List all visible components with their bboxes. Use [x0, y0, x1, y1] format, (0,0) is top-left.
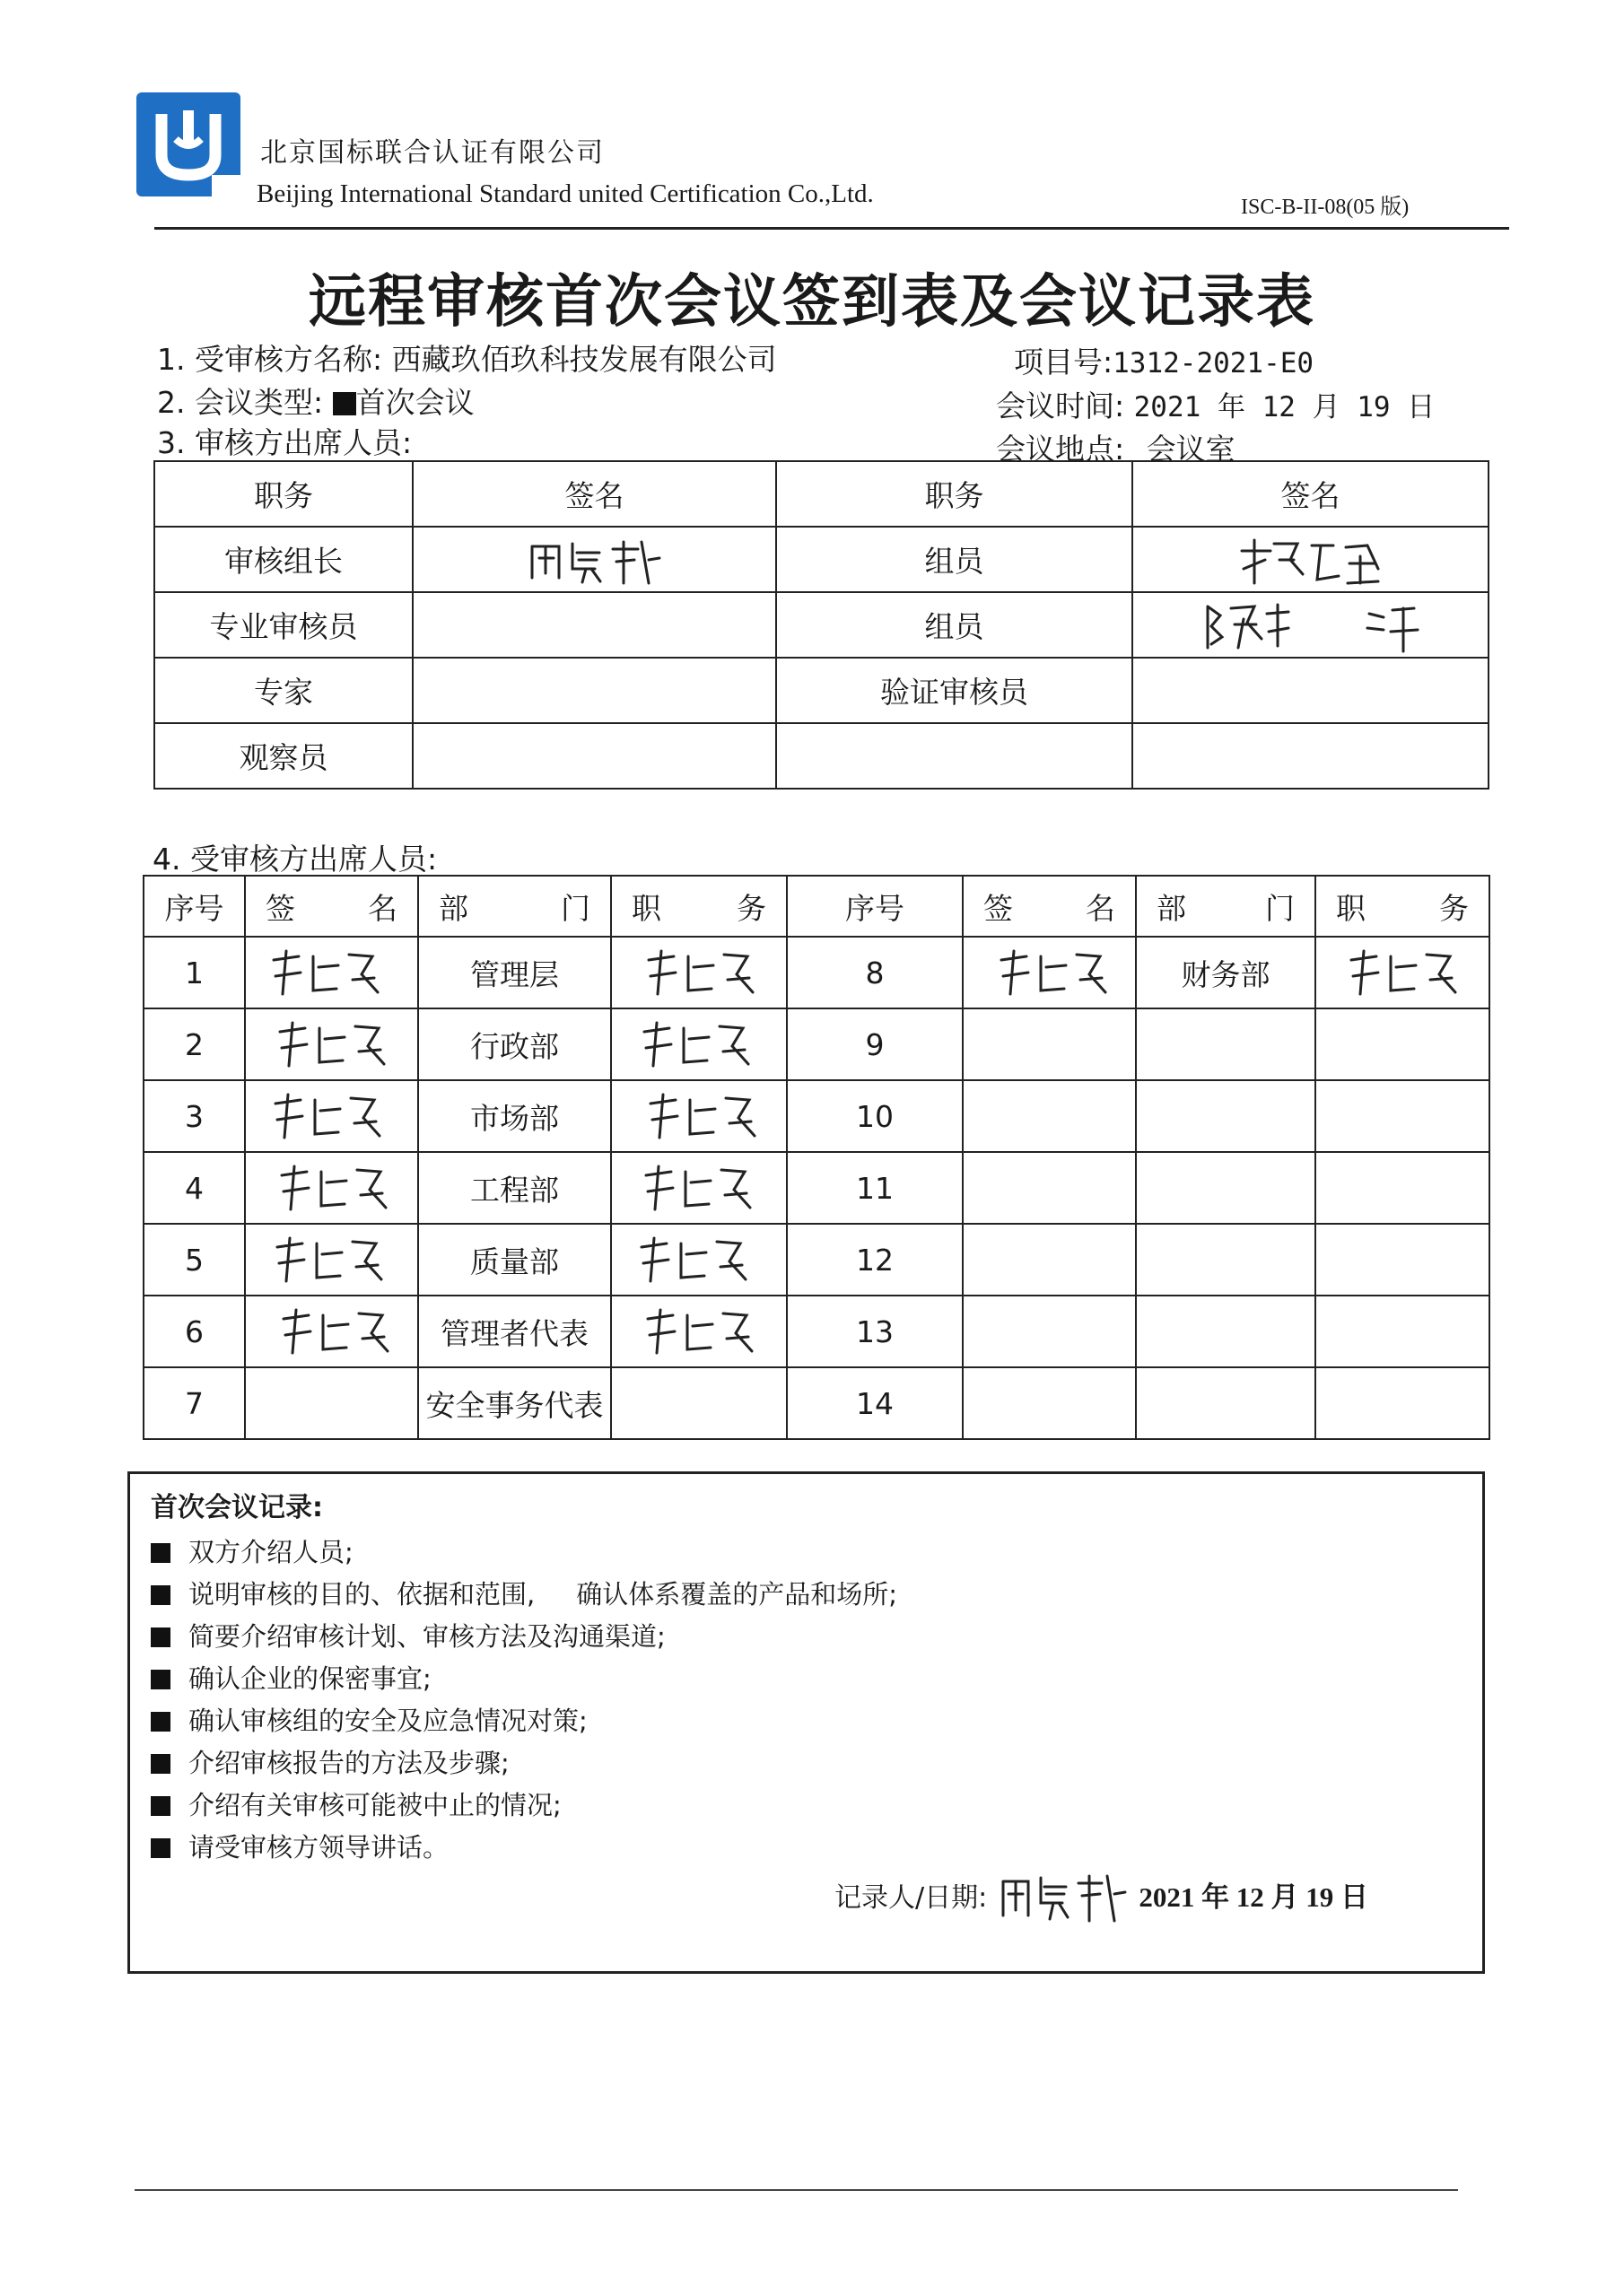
- header-no: 序号: [787, 876, 963, 937]
- role-cell: [1315, 1296, 1489, 1367]
- row-number: 7: [144, 1367, 245, 1439]
- table-row: [144, 1296, 1489, 1367]
- role-cell: [1315, 1367, 1489, 1439]
- role-cell: 专业审核员: [154, 592, 413, 658]
- page-title: 远程审核首次会议签到表及会议记录表: [309, 269, 1315, 336]
- header-department: [418, 876, 611, 937]
- company-logo: [136, 92, 240, 196]
- table-header-row: [154, 461, 1489, 527]
- role-cell: 专家: [154, 658, 413, 723]
- header-role: 职务: [776, 461, 1132, 527]
- row-number: 11: [787, 1152, 963, 1224]
- table-row: [144, 937, 1489, 1008]
- row-number: 12: [787, 1224, 963, 1296]
- row-number: 1: [144, 937, 245, 1008]
- project-value: 1312-2021-E0: [1113, 347, 1314, 380]
- signature-cell: [245, 1008, 418, 1080]
- department-cell: 行政部: [418, 1008, 611, 1080]
- signature-cell: [413, 723, 776, 789]
- header-text: 门: [561, 890, 590, 926]
- checked-box-icon: [151, 1543, 170, 1563]
- table-row: [154, 658, 1489, 723]
- record-item-text: 说明审核的目的、依据和范围, 确认体系覆盖的产品和场所;: [188, 1579, 898, 1610]
- header-role: [1315, 876, 1489, 937]
- company-name-cn: 北京国标联合认证有限公司: [260, 137, 605, 169]
- header-role: 职务: [154, 461, 413, 527]
- signature-cell: [1132, 527, 1489, 592]
- checked-box-icon: [151, 1585, 170, 1605]
- record-item-text: 确认审核组的安全及应急情况对策;: [188, 1706, 588, 1736]
- meeting-type-row: [157, 380, 475, 422]
- department-cell: [1136, 1008, 1315, 1080]
- header-signature: 签名: [413, 461, 776, 527]
- department-cell: 市场部: [418, 1080, 611, 1152]
- auditee-table-body: [144, 937, 1489, 1439]
- signature-cell: [963, 1367, 1136, 1439]
- header-text: 务: [737, 890, 766, 926]
- table-row: [144, 1080, 1489, 1152]
- table-row: [144, 1367, 1489, 1439]
- row-number: 14: [787, 1367, 963, 1439]
- header-text: 签: [266, 890, 295, 926]
- meeting-time-row: [996, 383, 1435, 425]
- header-signature: 签名: [1132, 461, 1489, 527]
- header-text: 部: [1157, 890, 1186, 926]
- header-text: 职: [1336, 890, 1366, 926]
- signature-cell: [1132, 592, 1489, 658]
- header-text: 门: [1265, 890, 1295, 926]
- record-item-text: 简要介绍审核计划、审核方法及沟通渠道;: [188, 1621, 666, 1652]
- row-number: 5: [144, 1224, 245, 1296]
- role-cell: [611, 937, 787, 1008]
- table-row: [154, 592, 1489, 658]
- department-cell: 安全事务代表: [418, 1367, 611, 1439]
- auditee-label: 1. 受审核方名称:: [157, 342, 383, 377]
- signature-cell: [413, 592, 776, 658]
- table-header-row: [144, 876, 1489, 937]
- signature-cell: [1132, 723, 1489, 789]
- table-row: [144, 1008, 1489, 1080]
- handwritten-signature: [632, 1231, 766, 1288]
- role-cell: [611, 1008, 787, 1080]
- company-name-en: Beijing International Standard united Certification Co.,Ltd.: [257, 179, 874, 208]
- handwritten-signature: [632, 1303, 766, 1360]
- handwritten-signature: [632, 1087, 766, 1145]
- role-cell: [611, 1152, 787, 1224]
- record-item: [151, 1617, 666, 1654]
- header-text: 职: [632, 890, 661, 926]
- record-item: [151, 1828, 449, 1864]
- handwritten-signature: [265, 1087, 399, 1145]
- auditor-attendees-label: 3. 审核方出席人员:: [157, 425, 413, 460]
- role-cell: 组员: [776, 527, 1132, 592]
- recorder-row: [834, 1869, 1368, 1923]
- meeting-time-label: 会议时间:: [996, 388, 1125, 423]
- header-text: 部: [439, 890, 468, 926]
- handwritten-signature: [265, 1159, 399, 1217]
- handwritten-signature: [265, 944, 399, 1001]
- row-number: 10: [787, 1080, 963, 1152]
- auditee-attendance-table: [143, 875, 1490, 1440]
- role-cell: [611, 1367, 787, 1439]
- role-cell: 审核组长: [154, 527, 413, 592]
- handwritten-signature: [982, 944, 1117, 1001]
- row-number: 4: [144, 1152, 245, 1224]
- header-department: [1136, 876, 1315, 937]
- handwritten-signature: [265, 1231, 399, 1288]
- record-item: [151, 1575, 897, 1611]
- signature-cell: [245, 937, 418, 1008]
- handwritten-signature: [1235, 533, 1387, 587]
- record-item: [151, 1532, 354, 1569]
- meeting-place-value: 会议室: [1146, 432, 1235, 467]
- record-item: [151, 1659, 432, 1696]
- row-number: 13: [787, 1296, 963, 1367]
- row-number: 3: [144, 1080, 245, 1152]
- department-cell: 财务部: [1136, 937, 1315, 1008]
- signature-cell: [245, 1367, 418, 1439]
- role-cell: [1315, 1152, 1489, 1224]
- handwritten-signature: [523, 533, 667, 587]
- record-item: [151, 1743, 510, 1780]
- signature-cell: [245, 1296, 418, 1367]
- signature-cell: [963, 1152, 1136, 1224]
- role-cell: [776, 723, 1132, 789]
- signature-cell: [963, 1224, 1136, 1296]
- auditee-value: 西藏玖佰玖科技发展有限公司: [391, 342, 777, 377]
- recorder-date: 2021 年 12 月 19 日: [1139, 1881, 1369, 1913]
- role-cell: [1315, 1080, 1489, 1152]
- meeting-type-value: 首次会议: [355, 385, 475, 420]
- handwritten-signature: [632, 1159, 766, 1217]
- table-row: [144, 1152, 1489, 1224]
- role-cell: [611, 1224, 787, 1296]
- department-cell: 质量部: [418, 1224, 611, 1296]
- handwritten-signature: [265, 1303, 399, 1360]
- signature-cell: [245, 1080, 418, 1152]
- handwritten-signature: [632, 1016, 766, 1073]
- meeting-place-label: 会议地点:: [996, 432, 1125, 467]
- header-text: 签: [983, 890, 1013, 926]
- signature-cell: [1132, 658, 1489, 723]
- handwritten-signature: [996, 1869, 1131, 1923]
- handwritten-signature: [1199, 596, 1423, 655]
- department-cell: 管理层: [418, 937, 611, 1008]
- department-cell: [1136, 1367, 1315, 1439]
- role-cell: 观察员: [154, 723, 413, 789]
- meeting-time-value: 2021 年 12 月 19 日: [1133, 391, 1436, 423]
- table-row: [144, 1224, 1489, 1296]
- project-label: 项目号:: [1014, 345, 1113, 380]
- signature-cell: [413, 527, 776, 592]
- record-item-text: 双方介绍人员;: [188, 1537, 354, 1567]
- department-cell: [1136, 1152, 1315, 1224]
- checked-box-icon: [151, 1627, 170, 1647]
- role-cell: [611, 1080, 787, 1152]
- row-number: 6: [144, 1296, 245, 1367]
- signature-cell: [963, 1080, 1136, 1152]
- handwritten-signature: [632, 944, 766, 1001]
- header-role: [611, 876, 787, 937]
- record-item-text: 介绍有关审核可能被中止的情况;: [188, 1790, 562, 1820]
- record-item-text: 介绍审核报告的方法及步骤;: [188, 1748, 510, 1778]
- footer-divider: [135, 2189, 1458, 2191]
- meeting-type-label: 2. 会议类型:: [157, 385, 324, 420]
- auditor-attendance-table: [153, 460, 1489, 790]
- role-cell: [611, 1296, 787, 1367]
- form-code: ISC-B-II-08(05 版): [1241, 196, 1410, 219]
- signature-cell: [413, 658, 776, 723]
- handwritten-signature: [1335, 944, 1470, 1001]
- handwritten-signature: [265, 1016, 399, 1073]
- auditee-name-row: [157, 336, 777, 379]
- header-signature: [245, 876, 418, 937]
- checked-box-icon: [151, 1838, 170, 1858]
- recorder-label: 记录人/日期:: [834, 1882, 988, 1914]
- department-cell: 管理者代表: [418, 1296, 611, 1367]
- project-number-row: [1014, 339, 1314, 381]
- signature-cell: [963, 1008, 1136, 1080]
- record-item: [151, 1785, 562, 1822]
- auditee-attendees-label: 4. 受审核方出席人员:: [153, 842, 438, 877]
- checked-box-icon: [333, 392, 356, 415]
- role-cell: 组员: [776, 592, 1132, 658]
- signature-cell: [245, 1224, 418, 1296]
- department-cell: [1136, 1080, 1315, 1152]
- checked-box-icon: [151, 1796, 170, 1816]
- record-title: 首次会议记录:: [151, 1492, 323, 1523]
- department-cell: 工程部: [418, 1152, 611, 1224]
- signature-cell: [963, 1296, 1136, 1367]
- signature-cell: [963, 937, 1136, 1008]
- header-no: 序号: [144, 876, 245, 937]
- header-signature: [963, 876, 1136, 937]
- role-cell: [1315, 937, 1489, 1008]
- role-cell: [1315, 1008, 1489, 1080]
- header-text: 名: [1086, 890, 1115, 926]
- signature-cell: [245, 1152, 418, 1224]
- record-item-text: 请受审核方领导讲话。: [188, 1832, 450, 1863]
- table-row: [154, 527, 1489, 592]
- header-text: 务: [1439, 890, 1469, 926]
- department-cell: [1136, 1296, 1315, 1367]
- record-item: [151, 1701, 588, 1738]
- header-text: 名: [368, 890, 397, 926]
- checked-box-icon: [151, 1670, 170, 1689]
- row-number: 8: [787, 937, 963, 1008]
- checked-box-icon: [151, 1754, 170, 1774]
- checked-box-icon: [151, 1712, 170, 1732]
- role-cell: [1315, 1224, 1489, 1296]
- role-cell: 验证审核员: [776, 658, 1132, 723]
- row-number: 2: [144, 1008, 245, 1080]
- row-number: 9: [787, 1008, 963, 1080]
- record-item-text: 确认企业的保密事宜;: [188, 1663, 432, 1694]
- table-row: [154, 723, 1489, 789]
- department-cell: [1136, 1224, 1315, 1296]
- header-divider: [154, 227, 1509, 230]
